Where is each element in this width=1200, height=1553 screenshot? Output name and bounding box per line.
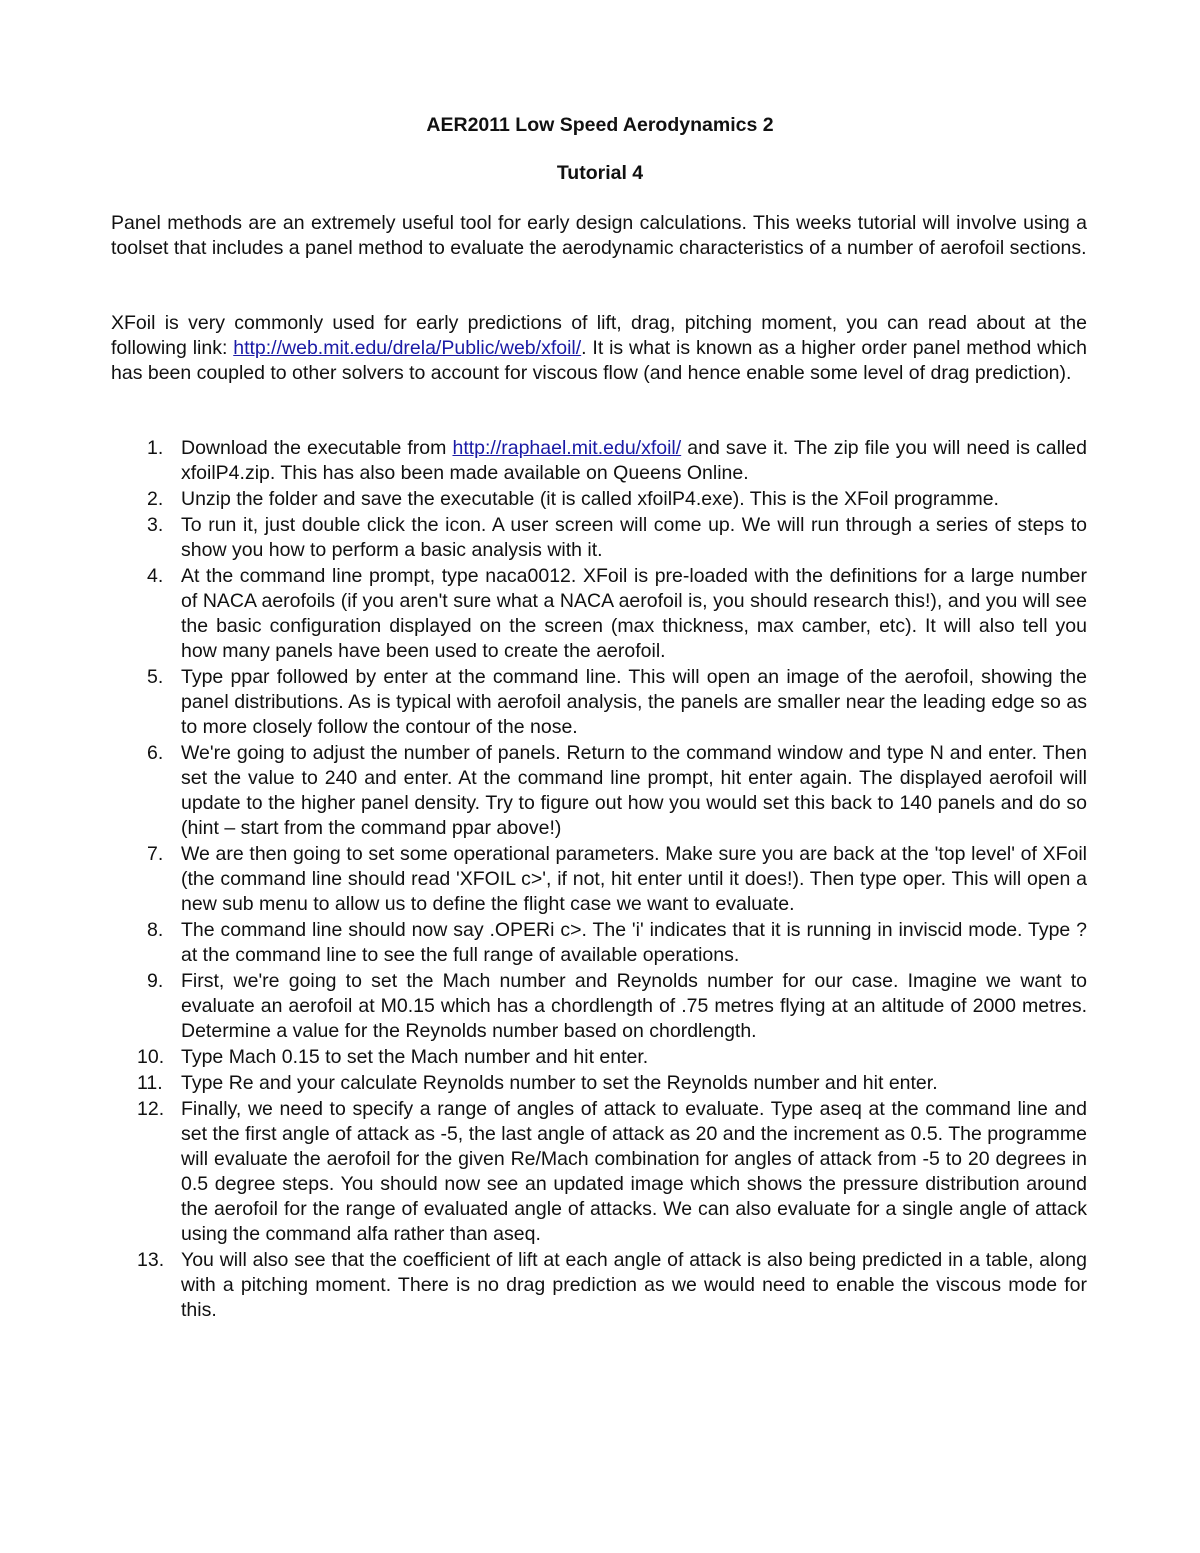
document-subtitle: Tutorial 4 (556, 162, 644, 184)
intro-paragraph: Panel methods are an extremely useful tool for early design calculations. This weeks tutorial will involve using a toolset that includes a panel method to evaluate the aerodynamic characteristics of a number of aerofoil sections. (111, 212, 1087, 259)
step-text: At the command line prompt, type naca0012. XFoil is pre-loaded with the definitions for a large number of NACA aerofoils (if you aren't sure what a NACA aerofoil is, you should research this!), and you will see the basic configuration displayed on the screen (max thickness, max camber, etc). It will also tell you how many panels have been used to create the aerofoil. (181, 565, 1087, 662)
step-number: 2. (147, 488, 164, 510)
step-text-after-link: and save it. The zip file you will need is called xfoilP4.zip. This has also been made available on Queens Online. (181, 437, 1087, 484)
step-text: You will also see that the coefficient of lift at each angle of attack is also being predicted in a table, along with a pitching moment. There is no drag prediction as we would need to enable the viscous mode for this. (181, 1249, 1087, 1321)
download-link[interactable]: http://raphael.mit.edu/xfoil/ (452, 437, 682, 459)
list-item-step-1 (111, 436, 1087, 486)
step-number: 10. (137, 1046, 165, 1068)
list-item-step-6 (111, 741, 1087, 841)
list-item-step-4 (111, 564, 1087, 664)
step-number: 9. (147, 970, 164, 992)
xfoil-text-after-link: . It is what is known as a higher order panel method which has been coupled to other solvers to account for viscous flow (and hence enable some level of drag prediction). (111, 337, 1087, 384)
xfoil-paragraph (111, 311, 1087, 386)
step-number: 3. (147, 514, 164, 536)
xfoil-docs-link[interactable]: http://web.mit.edu/drela/Public/web/xfoil/ (233, 337, 582, 359)
step-number: 8. (147, 919, 164, 941)
step-text: First, we're going to set the Mach number and Reynolds number for our case. Imagine we want to evaluate an aerofoil at M0.15 which has a chordlength of .75 metres flying at an altitude of 2000 metres. Determine a value for the Reynolds number based on chordlength. (181, 970, 1087, 1042)
step-number: 11. (137, 1072, 163, 1094)
step-number: 4. (147, 565, 164, 587)
list-item-step-2 (111, 487, 1087, 512)
step-text: The command line should now say .OPERi c>. The 'i' indicates that it is running in inviscid mode. Type ? at the command line to see the full range of available operations. (181, 919, 1087, 966)
step-text: Type Re and your calculate Reynolds number to set the Reynolds number and hit enter. (181, 1072, 938, 1094)
step-text: Type ppar followed by enter at the command line. This will open an image of the aerofoil, showing the panel distributions. As is typical with aerofoil analysis, the panels are smaller near the leading edge so as to more closely follow the contour of the nose. (181, 666, 1087, 738)
list-item-step-7 (111, 842, 1087, 917)
list-item-step-5 (111, 665, 1087, 740)
step-number: 12. (137, 1098, 165, 1120)
step-text: Finally, we need to specify a range of angles of attack to evaluate. Type aseq at the command line and set the first angle of attack as -5, the last angle of attack as 20 and the increment as 0.5. The programme will evaluate the aerofoil for the given Re/Mach combination for angles of attack from -5 to 20 degrees in 0.5 degree steps. You should now see an updated image which shows the pressure distribution around the aerofoil for the range of evaluated angle of attacks. We can also evaluate for a single angle of attack using the command alfa rather than aseq. (181, 1098, 1087, 1245)
step-number: 5. (147, 666, 164, 688)
step-text: Type Mach 0.15 to set the Mach number and hit enter. (181, 1046, 649, 1068)
xfoil-text-before-link: XFoil is very commonly used for early predictions of lift, drag, pitching moment, you can read about at the following link: (111, 312, 1087, 359)
list-item-step-12 (111, 1097, 1087, 1247)
steps-list (111, 436, 1087, 1324)
step-text: To run it, just double click the icon. A user screen will come up. We will run through a series of steps to show you how to perform a basic analysis with it. (181, 514, 1087, 561)
step-text: Unzip the folder and save the executable (it is called xfoilP4.exe). This is the XFoil programme. (181, 488, 999, 510)
list-item-step-11 (111, 1071, 1087, 1096)
document-title: AER2011 Low Speed Aerodynamics 2 (426, 114, 774, 136)
list-item-step-9 (111, 969, 1087, 1044)
step-number: 7. (147, 843, 164, 865)
step-text: We are then going to set some operational parameters. Make sure you are back at the 'top level' of XFoil (the command line should read 'XFOIL c>', if not, hit enter until it does!). Then type oper. This will open a new sub menu to allow us to define the flight case we want to evaluate. (181, 843, 1087, 915)
step-number: 6. (147, 742, 164, 764)
step-text-before-link: Download the executable from (181, 437, 453, 459)
step-number: 1. (147, 437, 164, 459)
list-item-step-13 (111, 1248, 1087, 1323)
list-item-step-10 (111, 1045, 1087, 1070)
step-text: We're going to adjust the number of panels. Return to the command window and type N and enter. Then set the value to 240 and enter. At the command line prompt, hit enter again. The displayed aerofoil will update to the higher panel density. Try to figure out how you would set this back to 140 panels and do so (hint – start from the command ppar above!) (181, 742, 1087, 839)
list-item-step-8 (111, 918, 1087, 968)
step-number: 13. (137, 1249, 165, 1271)
list-item-step-3 (111, 513, 1087, 563)
